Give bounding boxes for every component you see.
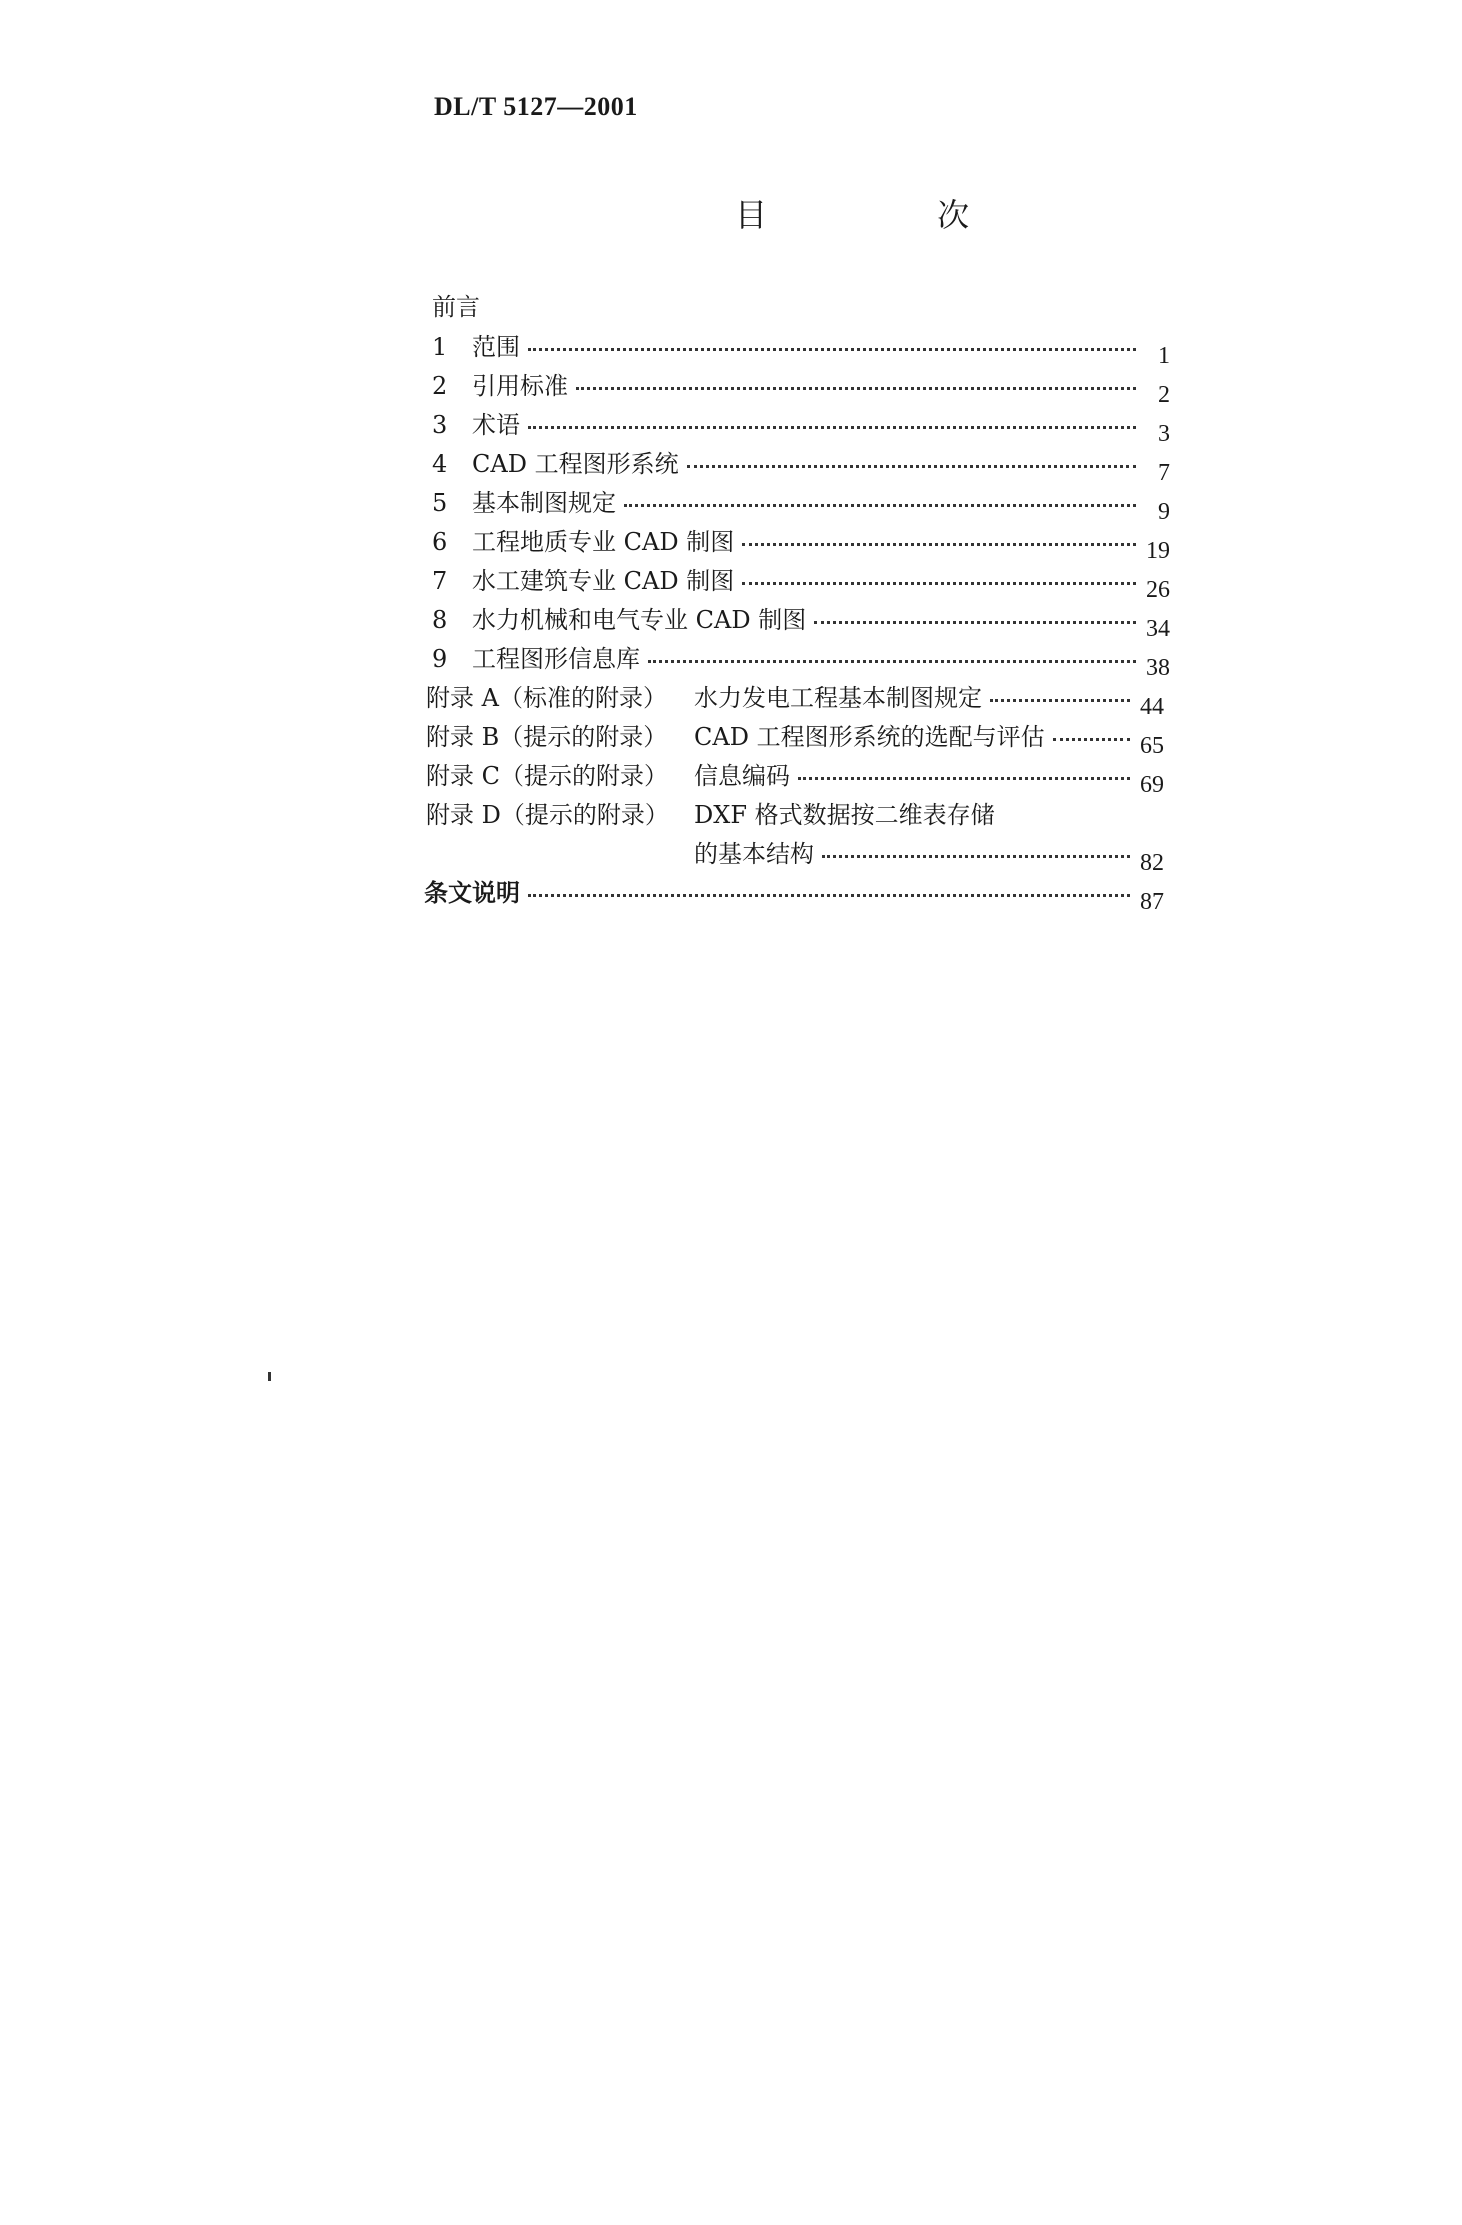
toc-entry-label: 水工建筑专业 CAD 制图 — [472, 567, 735, 595]
toc-entry-label: CAD 工程图形系统 — [472, 450, 679, 478]
dot-leader — [822, 855, 1130, 858]
appendix-label-line2: 的基本结构 — [694, 840, 814, 868]
dot-leader — [528, 426, 1136, 429]
dot-leader — [687, 465, 1136, 468]
toc-preface[interactable] — [432, 287, 480, 323]
toc-entry-label: 工程图形信息库 — [472, 645, 640, 673]
dot-leader — [742, 543, 1136, 546]
appendix-prefix: 附录 A（标准的附录） — [426, 684, 667, 712]
appendix-page: 69 — [1140, 772, 1164, 798]
toc-entry-page: 7 — [1158, 460, 1170, 486]
toc-entry-label: 基本制图规定 — [472, 489, 616, 517]
toc-entry-number: 9 — [432, 645, 448, 673]
toc-entry-page: 2 — [1158, 382, 1170, 408]
toc-entry-label: 水力机械和电气专业 CAD 制图 — [472, 606, 807, 634]
dot-leader — [528, 348, 1136, 351]
toc-title: 目 次 — [735, 196, 1050, 234]
toc-entry-label: 范围 — [472, 333, 520, 361]
appendix-page: 65 — [1140, 733, 1164, 759]
toc-entry-number: 4 — [432, 450, 448, 478]
appendix-page: 82 — [1140, 850, 1164, 876]
toc-preface-label: 前言 — [432, 293, 480, 321]
toc-entry-label: 工程地质专业 CAD 制图 — [472, 528, 735, 556]
appendix-label: DXF 格式数据按二维表存储 — [694, 801, 995, 829]
appendix-label: CAD 工程图形系统的选配与评估 — [694, 723, 1045, 751]
toc-entry-page: 1 — [1158, 343, 1170, 369]
dot-leader — [798, 777, 1130, 780]
toc-appendix-continuation[interactable] — [694, 834, 1164, 876]
dot-leader — [990, 699, 1130, 702]
toc-entry[interactable] — [432, 522, 1170, 564]
appendix-prefix: 附录 C（提示的附录） — [426, 762, 668, 790]
toc-entry-number: 3 — [432, 411, 448, 439]
scan-speck — [268, 1372, 271, 1381]
toc-entry-label: 引用标准 — [472, 372, 568, 400]
toc-entry-page: 34 — [1146, 616, 1170, 642]
toc-appendix[interactable] — [426, 717, 1164, 759]
toc-entry-number: 1 — [432, 333, 448, 361]
toc-entry-label: 术语 — [472, 411, 520, 439]
toc-entry[interactable] — [432, 405, 1170, 447]
toc-entry-number: 5 — [432, 489, 448, 517]
dot-leader — [742, 582, 1136, 585]
toc-entry[interactable] — [432, 639, 1170, 681]
toc-explanation[interactable] — [424, 873, 1164, 915]
dot-leader — [624, 504, 1136, 507]
toc-entry-number: 2 — [432, 372, 448, 400]
appendix-prefix: 附录 B（提示的附录） — [426, 723, 668, 751]
toc-entry-page: 3 — [1158, 421, 1170, 447]
toc-entry-number: 6 — [432, 528, 448, 556]
toc-entry[interactable] — [432, 444, 1170, 486]
toc-entry-page: 9 — [1158, 499, 1170, 525]
toc-entry-number: 7 — [432, 567, 448, 595]
appendix-label: 水力发电工程基本制图规定 — [694, 684, 982, 712]
dot-leader — [528, 894, 1130, 897]
appendix-page: 44 — [1140, 694, 1164, 720]
toc-entry-page: 38 — [1146, 655, 1170, 681]
appendix-label: 信息编码 — [694, 762, 790, 790]
dot-leader — [648, 660, 1136, 663]
toc-appendix[interactable] — [426, 678, 1164, 720]
standard-code: DL/T 5127—2001 — [434, 92, 638, 121]
toc-entry[interactable] — [432, 600, 1170, 642]
dot-leader — [576, 387, 1136, 390]
toc-entry[interactable] — [432, 327, 1170, 369]
toc-appendix[interactable] — [426, 795, 1164, 831]
toc-entry[interactable] — [432, 366, 1170, 408]
toc-entry[interactable] — [432, 483, 1170, 525]
toc-entry[interactable] — [432, 561, 1170, 603]
explanation-label: 条文说明 — [424, 878, 520, 907]
toc-appendix[interactable] — [426, 756, 1164, 798]
dot-leader — [1053, 738, 1130, 741]
toc-entry-page: 26 — [1146, 577, 1170, 603]
appendix-prefix: 附录 D（提示的附录） — [426, 801, 669, 829]
explanation-page: 87 — [1140, 889, 1164, 915]
toc-entry-number: 8 — [432, 606, 448, 634]
dot-leader — [814, 621, 1136, 624]
toc-entry-page: 19 — [1146, 538, 1170, 564]
